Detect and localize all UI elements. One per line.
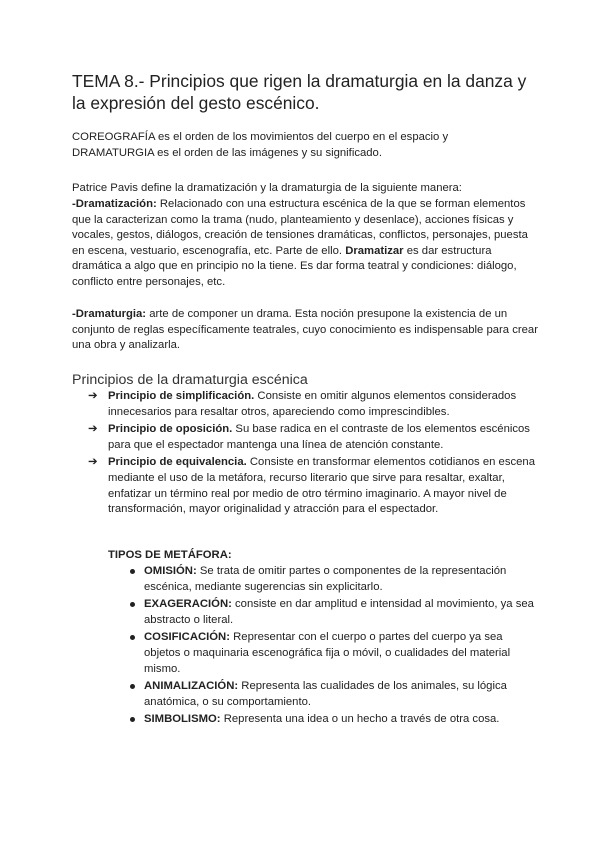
intro-paragraph [72, 130, 542, 161]
intro-line-1: COREOGRAFÍA es el orden de los movimientos del cuerpo en el espacio y [72, 131, 449, 143]
list-item [88, 455, 538, 517]
principle-term: Principio de equivalencia. [108, 456, 247, 469]
arrow-icon: ➔ [88, 456, 98, 469]
dramaturgia-definition [72, 307, 542, 354]
bullet-icon [130, 717, 135, 722]
dramatizar-term: Dramatizar [345, 244, 404, 257]
list-item [128, 597, 542, 628]
type-text: Se trata de omitir partes o componentes de la representación escénica, mediante sugerencias sin explicitarlo. [144, 565, 507, 593]
arrow-icon: ➔ [88, 423, 98, 436]
dramaturgia-term: -Dramaturgia: [72, 308, 147, 320]
type-text: Representa las cualidades de los animales, su lógica anatómica, o su comportamiento. [144, 680, 507, 708]
type-text: Representar con el cuerpo o partes del cuerpo ya sea objetos o maquinaria escenográfica fija o móvil, o cualidades del material mismo. [144, 631, 511, 675]
type-term: COSIFICACIÓN: [144, 631, 230, 644]
bullet-icon [130, 569, 135, 574]
principles-heading: Principios de la dramaturgia escénica [72, 372, 308, 388]
type-term: SIMBOLISMO: [144, 713, 221, 726]
metaphor-types-heading: TIPOS DE METÁFORA: [108, 549, 232, 561]
bullet-icon [130, 602, 135, 607]
pavis-lead: Patrice Pavis define la dramatización y la dramaturgia de la siguiente manera: [72, 182, 462, 194]
metaphor-types-list [128, 564, 542, 730]
type-term: OMISIÓN: [144, 565, 197, 577]
dramatizacion-text: Relacionado con una estructura escénica de la que se forman elementos que la caracterizan como la trama (nudo, planteamiento y desenlace), acciones físicas y vocales, gestos, diálogos, creación de tensiones dramáticas, conflictos, personajes, puesta en escena, vestuario, escenografía, etc. Parte de ello. [72, 198, 528, 257]
dramaturgia-text: arte de componer un drama. Esta noción presupone la existencia de un conjunto de reglas específicamente teatrales, cuyo conocimiento es indispensable para crear una obra y analizarla. [72, 308, 538, 352]
list-item [128, 564, 542, 595]
principle-text: Consiste en transformar elementos cotidianos en escena mediante el uso de la metáfora, recurso literario que sirve para resaltar, exaltar, enfatizar un término real por medio de otro término imaginario. A mayor nivel de transformación, mayor originalidad y atracción para el espectador. [108, 456, 535, 516]
principle-text: Consiste en omitir algunos elementos considerados innecesarios para resaltar otros, apareciendo como imprescindibles. [108, 390, 517, 418]
dramatizacion-term: -Dramatización: [72, 198, 157, 210]
bullet-icon [130, 684, 135, 689]
type-term: EXAGERACIÓN: [144, 598, 232, 611]
intro-line-2: DRAMATURGIA es el orden de las imágenes y su significado. [72, 146, 382, 159]
principle-text: Su base radica en el contraste de los elementos escénicos para que el espectador mantenga una línea de atención constante. [108, 423, 530, 451]
arrow-icon: ➔ [88, 390, 98, 402]
principle-term: Principio de simplificación. [108, 390, 255, 402]
list-item [88, 422, 538, 453]
principles-list [88, 389, 538, 520]
type-text: consiste en dar amplitud e intensidad al movimiento, ya sea abstracto o literal. [144, 598, 534, 626]
bullet-icon [130, 635, 135, 640]
type-term: ANIMALIZACIÓN: [144, 680, 239, 693]
type-text: Representa una idea o un hecho a través de otra cosa. [220, 713, 500, 726]
list-item [128, 712, 542, 728]
dramatizar-text: es dar estructura dramática a algo que en principio no la tiene. Es dar forma teatral y condiciones: diálogo, conflicto entre personajes, etc. [72, 244, 517, 288]
list-item [88, 389, 538, 420]
page-title: TEMA 8.- Principios que rigen la dramaturgia en la danza y la expresión del gesto escénico. [72, 71, 527, 113]
list-item [128, 679, 542, 710]
dramatizacion-definition [72, 197, 542, 291]
principle-term: Principio de oposición. [108, 423, 233, 436]
list-item [128, 630, 542, 677]
